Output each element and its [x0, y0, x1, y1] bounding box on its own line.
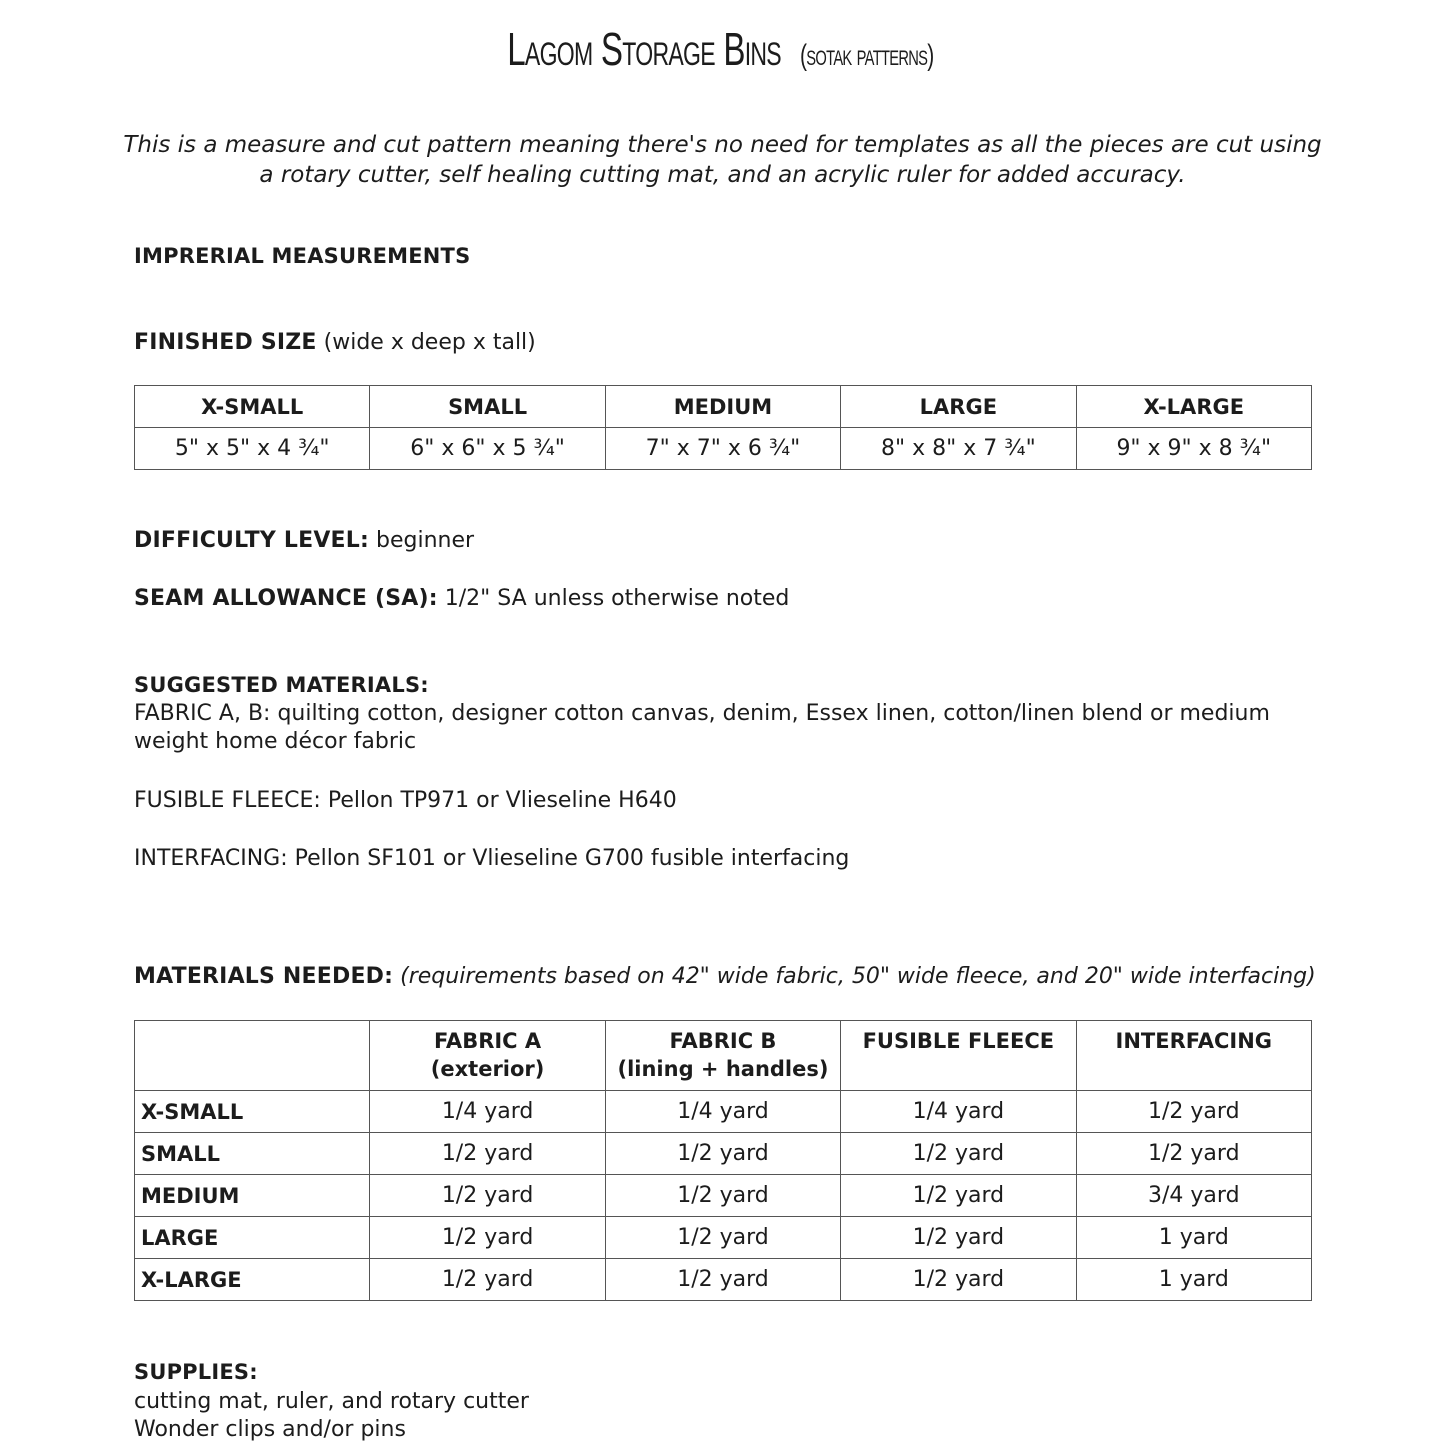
size-value: 8" x 8" x 7 ¾" [841, 428, 1076, 470]
supplies-item: Wonder clips and/or pins [134, 1417, 406, 1442]
table-cell: 3/4 yard [1076, 1175, 1311, 1217]
difficulty-label: DIFFICULTY LEVEL: [134, 528, 369, 553]
table-cell: 1/2 yard [841, 1217, 1076, 1259]
table-cell: 1/4 yard [605, 1091, 840, 1133]
size-header: MEDIUM [605, 386, 840, 428]
size-header: LARGE [841, 386, 1076, 428]
imperial-heading: IMPRERIAL MEASUREMENTS [134, 244, 471, 268]
table-cell: 1/2 yard [370, 1175, 605, 1217]
intro-paragraph: This is a measure and cut pattern meaning there's no need for templates as all the pieces are cut using a rotary cutter, self healing cutting mat, and an acrylic ruler for added accuracy. [123, 132, 1322, 188]
table-cell: 1/2 yard [605, 1133, 840, 1175]
size-value: 9" x 9" x 8 ¾" [1076, 428, 1311, 470]
table-cell: 1/2 yard [1076, 1091, 1311, 1133]
suggested-interfacing: INTERFACING: Pellon SF101 or Vlieseline G700 fusible interfacing [134, 846, 850, 871]
size-value: 7" x 7" x 6 ¾" [605, 428, 840, 470]
table-row [135, 1175, 1312, 1217]
finished-size-note: (wide x deep x tall) [323, 330, 536, 355]
table-row [135, 1091, 1312, 1133]
materials-header-row [135, 1021, 1312, 1091]
materials-needed-table [134, 1020, 1312, 1301]
materials-header-title: FUSIBLE FLEECE [862, 1029, 1055, 1053]
table-row [135, 1259, 1312, 1301]
row-size-label: SMALL [135, 1133, 370, 1175]
row-size-label: X-LARGE [135, 1259, 370, 1301]
materials-header [841, 1021, 1076, 1091]
row-size-label: LARGE [135, 1217, 370, 1259]
size-value-row [135, 428, 1312, 470]
suggested-fleece: FUSIBLE FLEECE: Pellon TP971 or Vlieseline H640 [134, 788, 677, 813]
title-subtitle: (sotak patterns) [799, 39, 934, 72]
seam-allowance-value: 1/2" SA unless otherwise noted [444, 586, 790, 611]
materials-header-title: INTERFACING [1115, 1029, 1273, 1053]
table-row [135, 1133, 1312, 1175]
materials-header-empty [135, 1021, 370, 1091]
title-main: Lagom Storage Bins [507, 23, 782, 75]
table-cell: 1/2 yard [841, 1259, 1076, 1301]
suggested-fabric: FABRIC A, B: quilting cotton, designer cotton canvas, denim, Essex linen, cotton/linen blend or medium weight home décor fabric [134, 701, 1270, 754]
size-header-row [135, 386, 1312, 428]
seam-allowance-label: SEAM ALLOWANCE (SA): [134, 586, 438, 611]
materials-needed-label: MATERIALS NEEDED: [134, 964, 394, 989]
table-cell: 1/2 yard [605, 1217, 840, 1259]
size-header: X-LARGE [1076, 386, 1311, 428]
size-value: 5" x 5" x 4 ¾" [135, 428, 370, 470]
table-cell: 1/2 yard [605, 1175, 840, 1217]
table-cell: 1/2 yard [841, 1175, 1076, 1217]
table-cell: 1/2 yard [370, 1217, 605, 1259]
finished-size-label: FINISHED SIZE [134, 330, 317, 355]
suggested-materials-heading: SUGGESTED MATERIALS: [134, 673, 429, 697]
materials-needed-note: (requirements based on 42" wide fabric, 50" wide fleece, and 20" wide interfacing) [400, 964, 1316, 989]
materials-header-title: FABRIC A [434, 1029, 542, 1053]
table-cell: 1 yard [1076, 1259, 1311, 1301]
row-size-label: X-SMALL [135, 1091, 370, 1133]
materials-header-title: FABRIC B [669, 1029, 777, 1053]
supplies-item: cutting mat, ruler, and rotary cutter [134, 1389, 529, 1414]
supplies-heading: SUPPLIES: [134, 1360, 258, 1384]
seam-allowance-line [134, 584, 789, 613]
size-header: X-SMALL [135, 386, 370, 428]
materials-header-detail: (exterior) [430, 1057, 545, 1081]
table-cell: 1 yard [1076, 1217, 1311, 1259]
difficulty-line [134, 526, 474, 555]
size-header: SMALL [370, 386, 605, 428]
materials-header [1076, 1021, 1311, 1091]
document-title [0, 22, 1445, 76]
materials-header-detail: (lining + handles) [617, 1057, 829, 1081]
materials-header [605, 1021, 840, 1091]
finished-size-line [134, 328, 536, 357]
table-cell: 1/4 yard [370, 1091, 605, 1133]
finished-size-table [134, 385, 1312, 470]
materials-needed-line [134, 962, 1316, 991]
table-cell: 1/4 yard [841, 1091, 1076, 1133]
table-cell: 1/2 yard [605, 1259, 840, 1301]
difficulty-value: beginner [376, 528, 475, 553]
size-value: 6" x 6" x 5 ¾" [370, 428, 605, 470]
table-cell: 1/2 yard [370, 1133, 605, 1175]
table-cell: 1/2 yard [841, 1133, 1076, 1175]
table-cell: 1/2 yard [1076, 1133, 1311, 1175]
materials-header [370, 1021, 605, 1091]
table-cell: 1/2 yard [370, 1259, 605, 1301]
row-size-label: MEDIUM [135, 1175, 370, 1217]
table-row [135, 1217, 1312, 1259]
